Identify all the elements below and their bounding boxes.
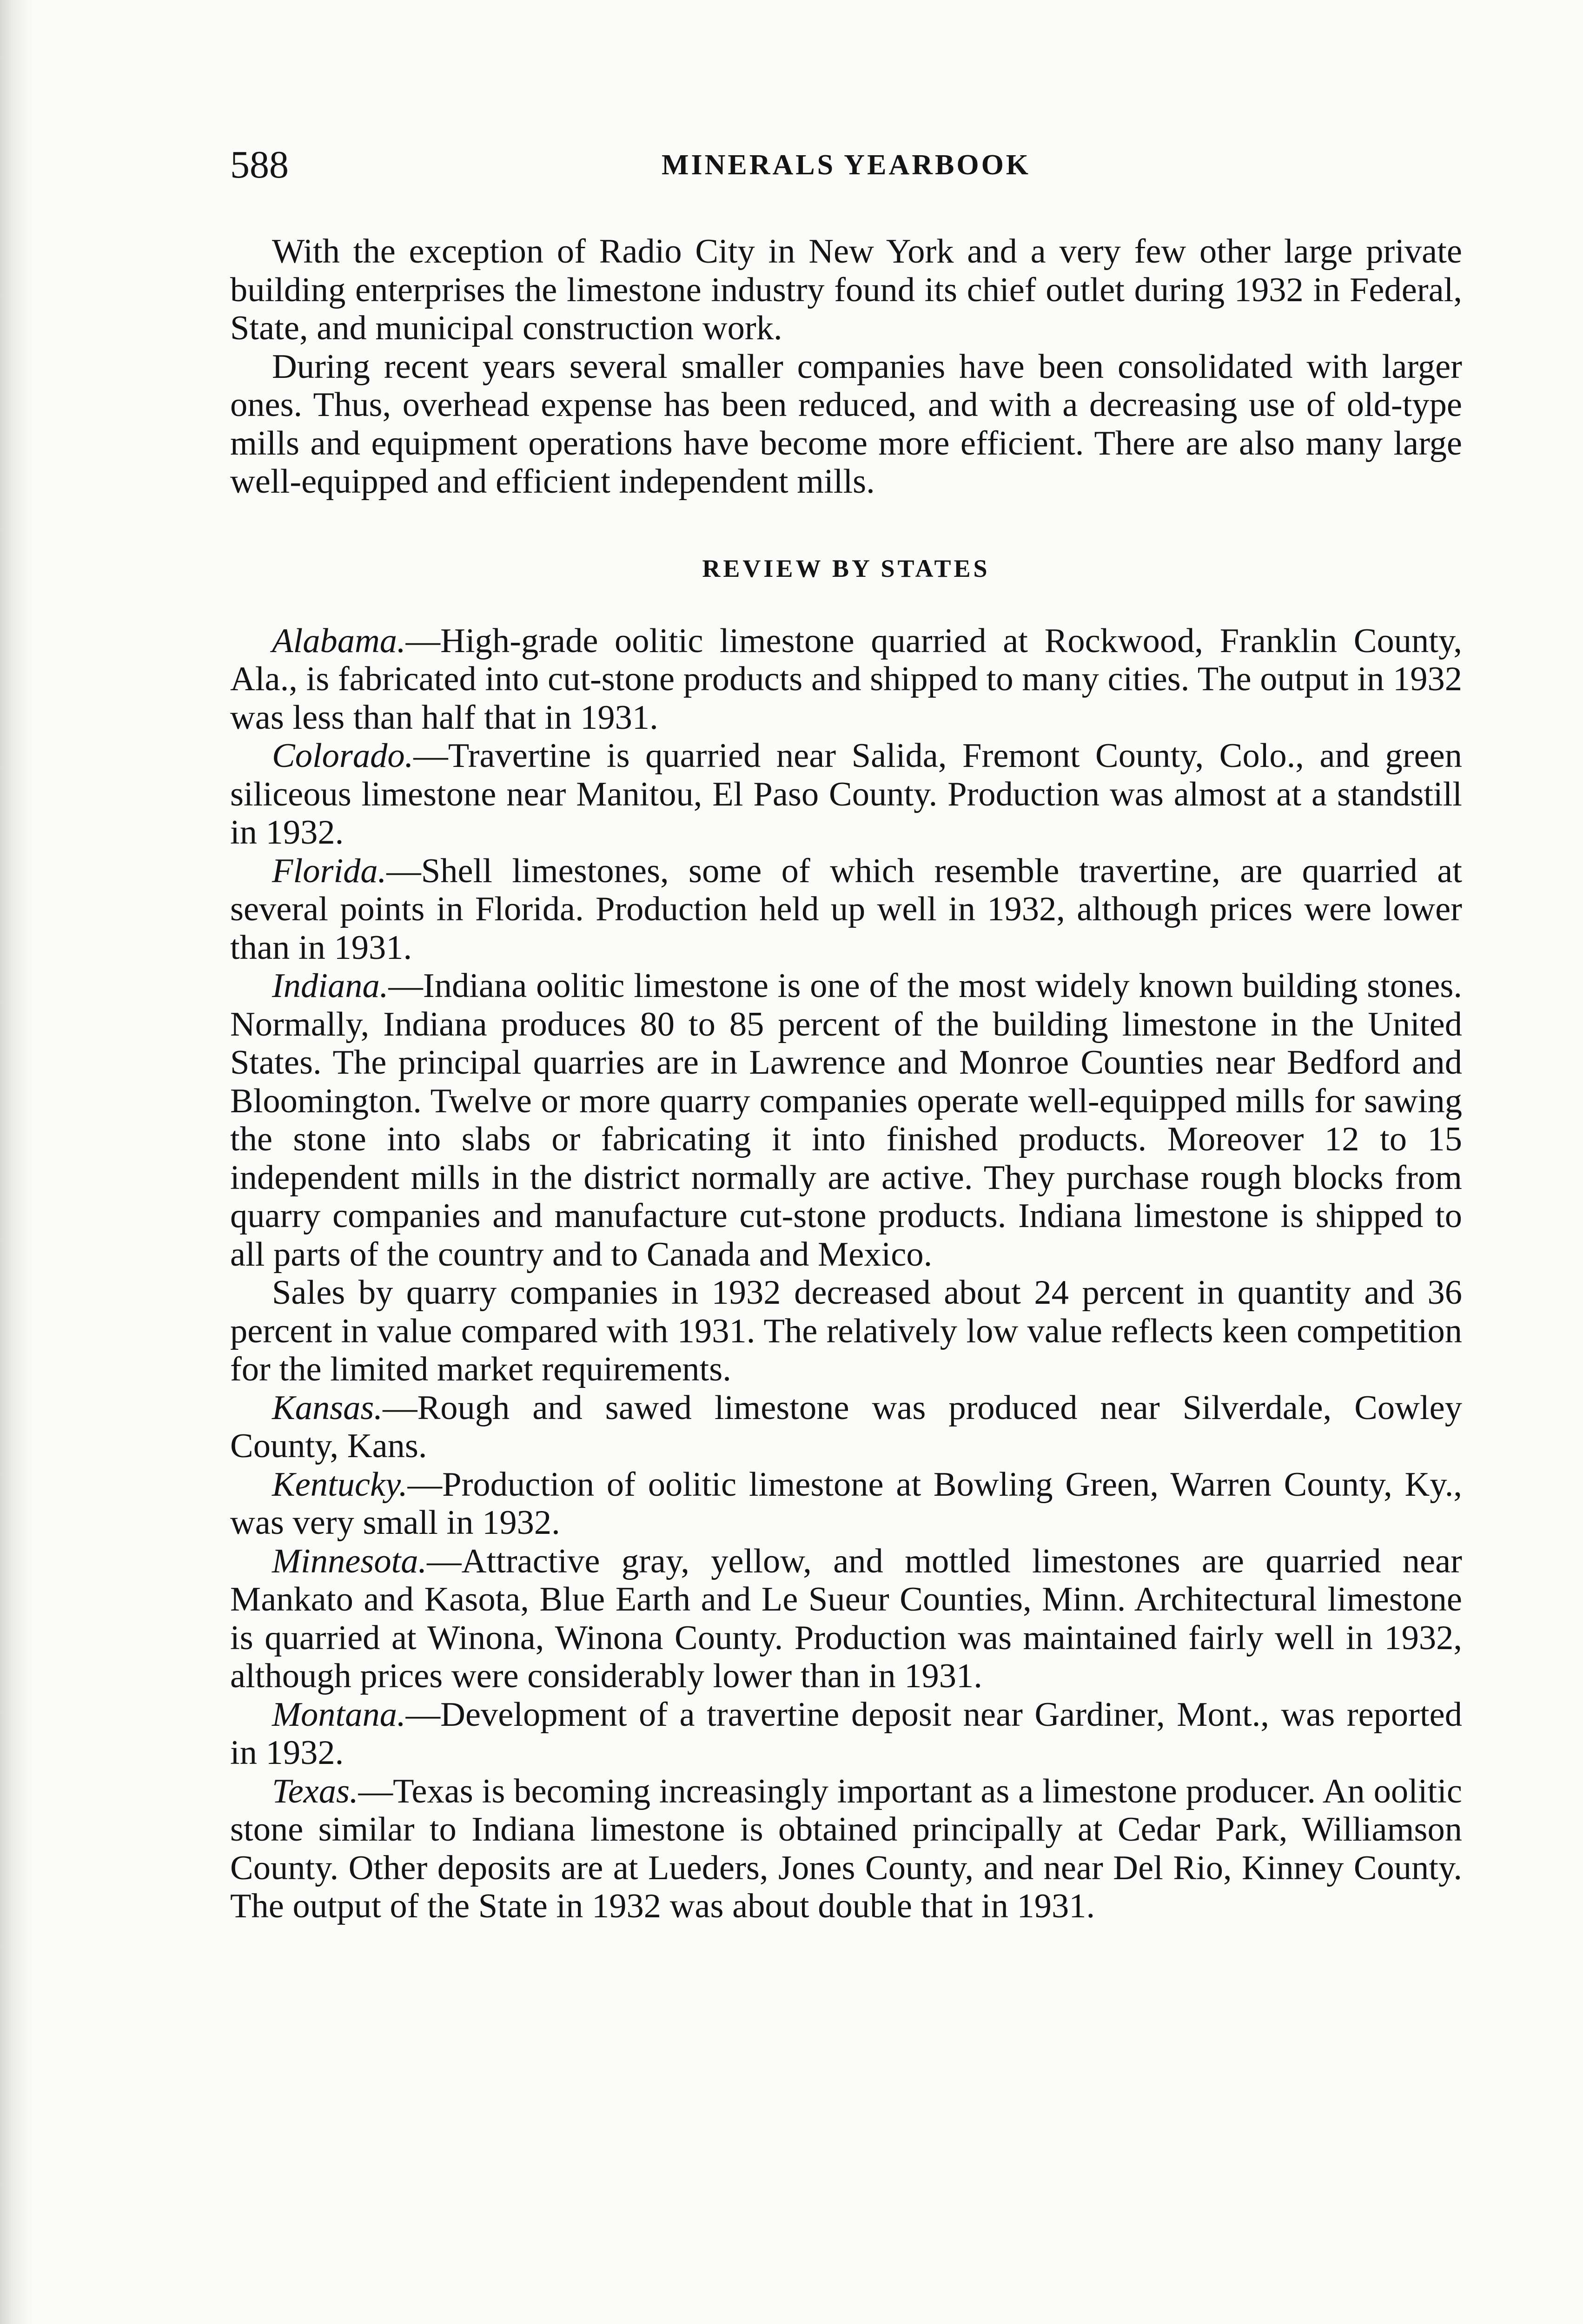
state-text: —Indiana oolitic limestone is one of the most widely known building stones. Normally, Indiana produces 80 to 85 percent of the building limestone in the United States. The principal quarries are in Lawrence and Monroe Counties near Bedford and Bloomington. Twelve or more quarry companies operate well-equipped mills for sawing the stone into slabs or fabricating it into finished products. Moreover 12 to 15 independent mills in the district normally are active. They purchase rough blocks from quarry companies and manufacture cut-stone products. Indiana limestone is shipped to all parts of the country and to Canada and Mexico. (230, 967, 1462, 1274)
scan-edge-shadow (0, 0, 33, 2324)
page-number: 588 (230, 143, 289, 186)
state-paragraph-florida (230, 852, 1462, 967)
intro-paragraph-1: With the exception of Radio City in New York and a very few other large private building enterprises the limestone industry found its chief outlet during 1932 in Federal, State, and municipal construction work. (230, 232, 1462, 347)
running-title: MINERALS YEARBOOK (661, 149, 1031, 181)
intro-paragraph-2: During recent years several smaller companies have been consolidated with larger ones. Thus, overhead expense has been reduced, and with a decreasing use of old-type mills and equipment operations have become more efficient. There are also many large well-equipped and efficient independent mills. (230, 347, 1462, 501)
state-text: —Production of oolitic limestone at Bowling Green, Warren County, Ky., was very small in 1932. (230, 1465, 1462, 1542)
state-text: —Attractive gray, yellow, and mottled limestones are quarried near Mankato and Kasota, Blue Earth and Le Sueur Counties, Minn. Architectural limestone is quarried at Winona, Winona County. Production was maintained fairly well in 1932, although prices were considerably lower than in 1931. (230, 1542, 1462, 1695)
running-head (230, 139, 1462, 191)
state-paragraph-minnesota (230, 1542, 1462, 1696)
state-name: Indiana. (272, 967, 389, 1005)
state-text: —Travertine is quarried near Salida, Fremont County, Colo., and green siliceous limestone near Manitou, El Paso County. Production was almost at a standstill in 1932. (230, 737, 1462, 852)
state-name: Florida. (272, 852, 387, 890)
state-name: Kentucky. (272, 1465, 408, 1504)
state-text: —High-grade oolitic limestone quarried at Rockwood, Franklin County, Ala., is fabricated into cut-stone products and shipped to many cities. The output in 1932 was less than half that in 1931. (230, 621, 1462, 737)
state-paragraph-alabama (230, 622, 1462, 737)
state-paragraph-colorado (230, 737, 1462, 852)
body-text (230, 232, 1462, 1926)
state-text: —Shell limestones, some of which resemble travertine, are quarried at several points in Florida. Production held up well in 1932, although prices were lower than in 1931. (230, 852, 1462, 967)
section-heading: REVIEW BY STATES (702, 554, 990, 582)
state-paragraph-kentucky (230, 1466, 1462, 1542)
state-paragraph-texas (230, 1772, 1462, 1926)
state-name: Kansas. (272, 1388, 383, 1427)
paragraph-indiana-sales (230, 1274, 1462, 1389)
state-text: —Texas is becoming increasingly important as a limestone producer. An oolitic stone similar to Indiana limestone is obtained principally at Cedar Park, Williamson County. Other deposits are at Lueders, Jones County, and near Del Rio, Kinney County. The output of the State in 1932 was about double that in 1931. (230, 1772, 1462, 1925)
state-text: Sales by quarry companies in 1932 decreased about 24 percent in quantity and 36 percent in value compared with 1931. The relatively low value reflects keen competition for the limited market requirements. (230, 1274, 1462, 1388)
state-name: Texas. (272, 1772, 358, 1810)
state-name: Minnesota. (272, 1542, 427, 1580)
state-paragraph-kansas (230, 1389, 1462, 1466)
state-name: Montana. (272, 1695, 406, 1734)
state-paragraph-indiana (230, 967, 1462, 1274)
state-name: Alabama. (272, 621, 406, 660)
state-text: —Development of a travertine deposit near Gardiner, Mont., was reported in 1932. (230, 1695, 1462, 1772)
state-text: —Rough and sawed limestone was produced near Silverdale, Cowley County, Kans. (230, 1388, 1462, 1465)
state-paragraph-montana (230, 1696, 1462, 1772)
state-name: Colorado. (272, 737, 414, 775)
